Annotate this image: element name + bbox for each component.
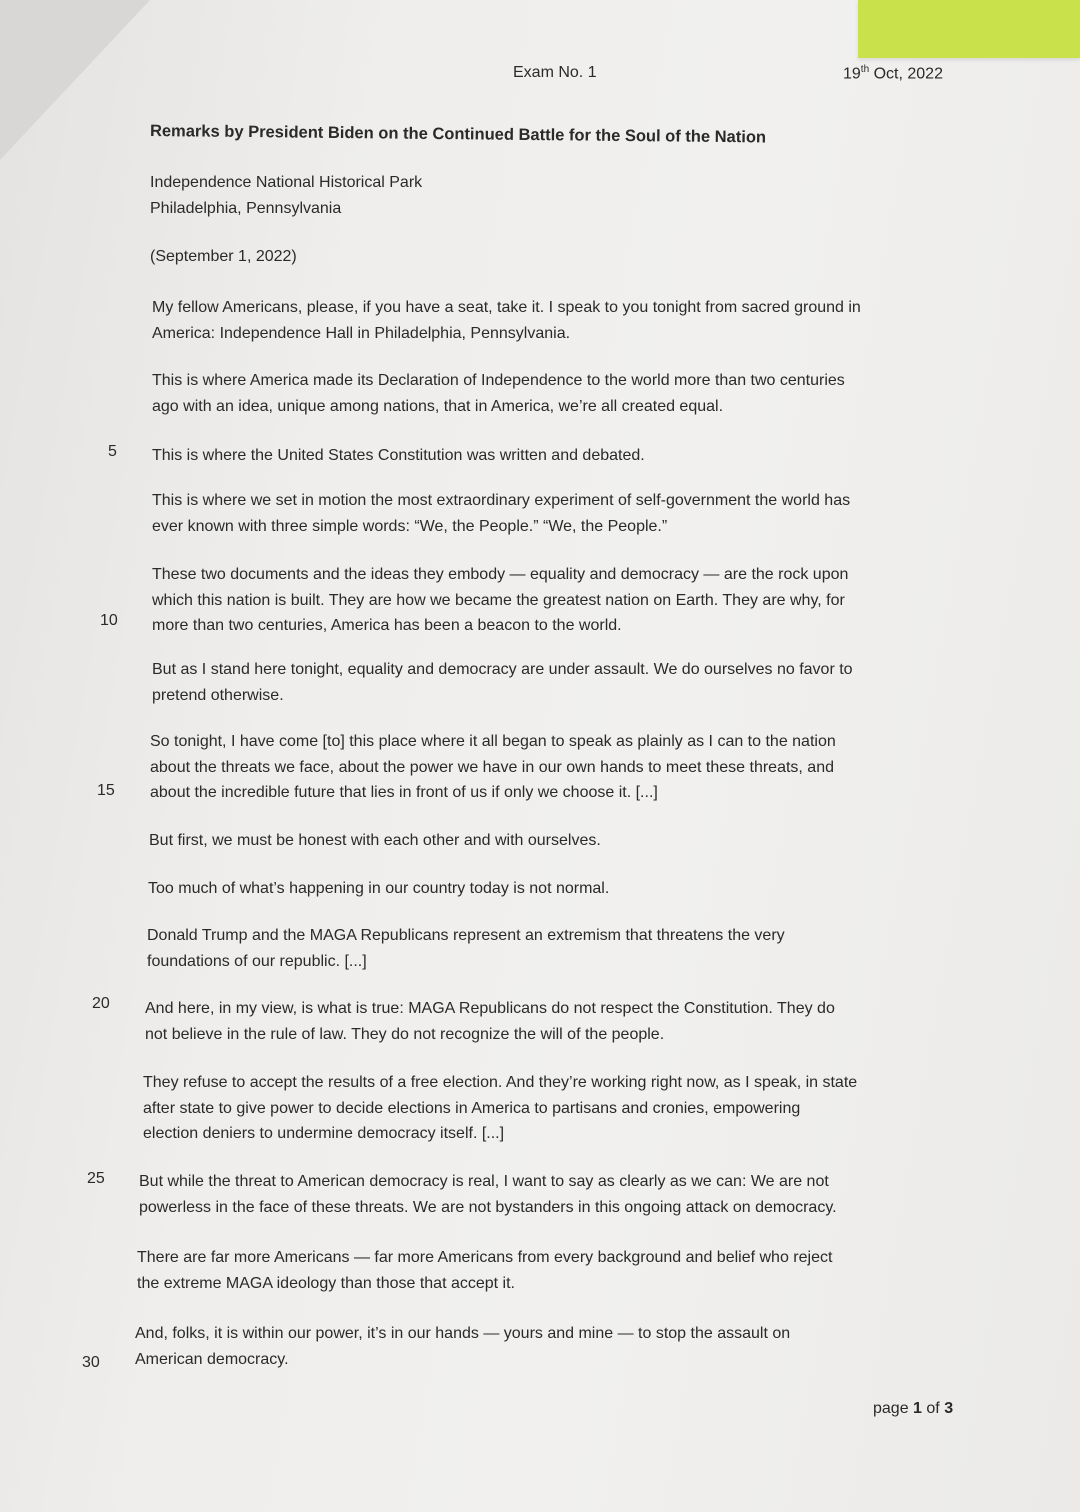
paragraph [147, 923, 785, 974]
text-line: about the threats we face, about the power we have in our own hands to meet these threats, and [150, 758, 834, 776]
text-line: But as I stand here tonight, equality and democracy are under assault. We do ourselves no favor to [152, 661, 853, 678]
text-line: This is where we set in motion the most extraordinary experiment of self-government the world has [152, 492, 851, 509]
text-line: And, folks, it is within our power, it’s in our hands — yours and mine — to stop the assault on [135, 1325, 791, 1342]
text-line: after state to give power to decide elections in America to partisans and cronies, empowering [143, 1099, 801, 1117]
text-line: ever known with three simple words: “We, the People.” “We, the People.” [152, 517, 668, 535]
date-day: 19 [843, 65, 861, 83]
text-line: (September 1, 2022) [150, 248, 297, 265]
date-rest: Oct, 2022 [869, 65, 943, 83]
paragraph [150, 170, 422, 221]
text-line: Independence National Historical Park [150, 174, 423, 191]
paragraph [152, 488, 850, 539]
paragraph [152, 657, 853, 708]
text-line: not believe in the rule of law. They do not recognize the will of the people. [145, 1025, 665, 1043]
line-number: 20 [92, 995, 110, 1012]
sticky-note [858, 0, 1080, 58]
text-line: This is where America made its Declaration of Independence to the world more than two centuries [152, 372, 845, 389]
paragraph [135, 1321, 790, 1372]
line-number: 15 [97, 782, 115, 799]
exam-number: Exam No. 1 [513, 64, 597, 81]
line-number: 30 [82, 1354, 100, 1371]
page-of: of [921, 1400, 945, 1417]
paragraph [148, 876, 609, 902]
text-line: foundations of our republic. [...] [147, 952, 367, 970]
text-line: So tonight, I have come [to] this place where it all began to speak as plainly as I can to the nation [150, 733, 836, 750]
page-number [873, 1400, 953, 1418]
text-line: the extreme MAGA ideology than those that accept it. [137, 1274, 515, 1292]
text-line: more than two centuries, America has been a beacon to the world. [152, 617, 622, 634]
paragraph [150, 729, 836, 806]
document-title: Remarks by President Biden on the Continued Battle for the Soul of the Nation [149, 122, 767, 147]
paragraph [139, 1169, 837, 1220]
line-number: 5 [108, 443, 117, 460]
text-line: powerless in the face of these threats. We are not bystanders in this ongoing attack on democracy. [139, 1198, 837, 1216]
line-number: 10 [100, 612, 118, 629]
page-current: 1 [913, 1400, 922, 1417]
text-line: America: Independence Hall in Philadelphia, Pennsylvania. [152, 324, 571, 342]
paragraph [149, 828, 601, 854]
text-line: And here, in my view, is what is true: MAGA Republicans do not respect the Constitution. They do [145, 1000, 835, 1017]
paragraph [152, 443, 645, 469]
date-suffix: th [860, 64, 870, 75]
paragraph [145, 996, 835, 1047]
text-line: Too much of what’s happening in our country today is not normal. [148, 880, 610, 897]
page-total: 3 [944, 1400, 954, 1417]
text-line: They refuse to accept the results of a free election. And they’re working right now, as I speak, in state [143, 1074, 858, 1091]
text-line: This is where the United States Constitution was written and debated. [152, 447, 645, 464]
text-line: which this nation is built. They are how we became the greatest nation on Earth. They are why, for [152, 591, 845, 609]
page-prefix: page [873, 1400, 914, 1417]
text-line: American democracy. [135, 1350, 289, 1368]
exam-date [843, 64, 943, 83]
paragraph [152, 368, 845, 419]
text-line: These two documents and the ideas they embody — equality and democracy — are the rock upon [152, 566, 849, 583]
paragraph [152, 562, 848, 639]
paragraph [137, 1245, 832, 1296]
paragraph [150, 244, 297, 270]
text-line: But first, we must be honest with each other and with ourselves. [149, 832, 601, 849]
text-line: about the incredible future that lies in front of us if only we choose it. [...] [150, 784, 658, 801]
line-number: 25 [87, 1170, 105, 1187]
text-line: But while the threat to American democracy is real, I want to say as clearly as we can: We are not [139, 1173, 829, 1190]
text-line: election deniers to undermine democracy itself. [...] [143, 1125, 505, 1142]
text-line: Philadelphia, Pennsylvania [150, 199, 342, 217]
text-line: pretend otherwise. [152, 686, 284, 704]
folded-corner [0, 0, 150, 160]
text-line: There are far more Americans — far more Americans from every background and belief who reject [137, 1249, 833, 1266]
text-line: Donald Trump and the MAGA Republicans represent an extremism that threatens the very [147, 927, 785, 944]
text-line: My fellow Americans, please, if you have a seat, take it. I speak to you tonight from sacred ground in [152, 299, 861, 316]
paragraph [143, 1070, 857, 1147]
paragraph [152, 295, 861, 346]
text-line: ago with an idea, unique among nations, that in America, we’re all created equal. [152, 397, 724, 415]
